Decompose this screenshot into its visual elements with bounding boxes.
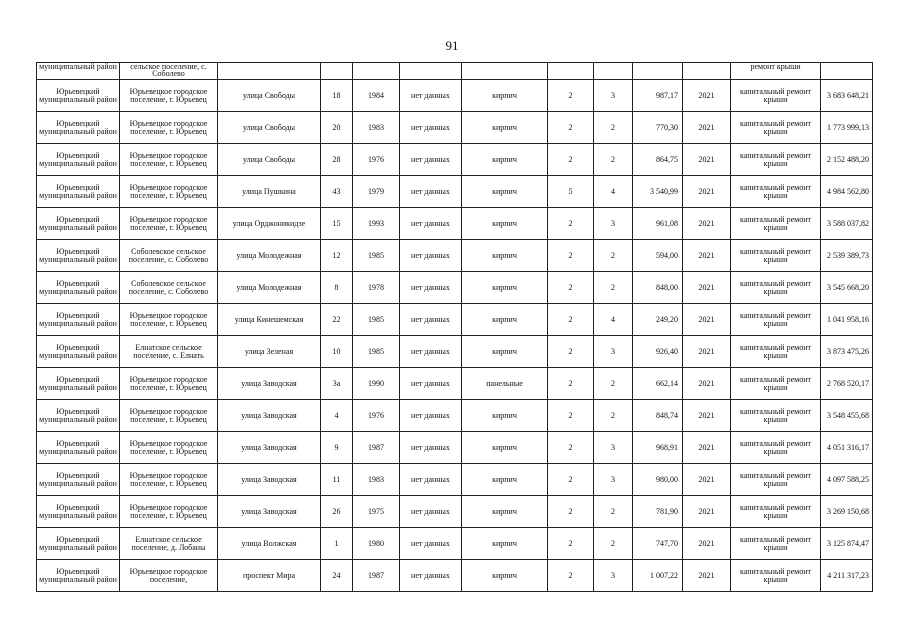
cell-entrances: 2 bbox=[594, 240, 633, 272]
table-row bbox=[37, 464, 873, 496]
cell-floors: 2 bbox=[548, 112, 594, 144]
cell-district: Юрьевецкий муниципальный район bbox=[37, 112, 120, 144]
cell-material: кирпич bbox=[462, 208, 548, 240]
cell-floors: 2 bbox=[548, 208, 594, 240]
cell-work-type: капитальный ремонт крыши bbox=[731, 464, 821, 496]
cell-street: улица Заводская bbox=[218, 464, 321, 496]
cell-floors: 2 bbox=[548, 80, 594, 112]
cell-series: нет данных bbox=[400, 464, 462, 496]
table-row bbox=[37, 144, 873, 176]
table-row bbox=[37, 240, 873, 272]
cell-area: 980,00 bbox=[633, 464, 683, 496]
cell-entrances: 2 bbox=[594, 528, 633, 560]
cell-series: нет данных bbox=[400, 304, 462, 336]
cell-floors: 2 bbox=[548, 240, 594, 272]
cell-area: 961,08 bbox=[633, 208, 683, 240]
cell-plan-year: 2021 bbox=[683, 144, 731, 176]
page-number: 91 bbox=[445, 38, 459, 53]
cell-district: Юрьевецкий муниципальный район bbox=[37, 368, 120, 400]
cell-settlement: Елнатское сельское поселение, д. Лобаны bbox=[120, 528, 218, 560]
cell-material: кирпич bbox=[462, 560, 548, 592]
cell-street: улица Орджоникидзе bbox=[218, 208, 321, 240]
cell-floors: 2 bbox=[548, 272, 594, 304]
cell-street: улица Заводская bbox=[218, 400, 321, 432]
cell-house: 9 bbox=[321, 432, 353, 464]
cell-work-type: капитальный ремонт крыши bbox=[731, 528, 821, 560]
cell-area: 848,74 bbox=[633, 400, 683, 432]
cell-plan-year: 2021 bbox=[683, 112, 731, 144]
cell-area: 662,14 bbox=[633, 368, 683, 400]
cell-entrances: 3 bbox=[594, 464, 633, 496]
cell-work-type: капитальный ремонт крыши bbox=[731, 336, 821, 368]
cell-entrances: 4 bbox=[594, 304, 633, 336]
cell-street: улица Молодежная bbox=[218, 272, 321, 304]
cell-entrances: 3 bbox=[594, 336, 633, 368]
cell-house: 15 bbox=[321, 208, 353, 240]
cell-district: Юрьевецкий муниципальный район bbox=[37, 272, 120, 304]
cell-area: 249,20 bbox=[633, 304, 683, 336]
cell-plan-year: 2021 bbox=[683, 80, 731, 112]
cell-area: 848,00 bbox=[633, 272, 683, 304]
cell-settlement: Юрьевецкое городское поселение, г. Юрьевец bbox=[120, 208, 218, 240]
cell-street: улица Зеленая bbox=[218, 336, 321, 368]
cell-house: 11 bbox=[321, 464, 353, 496]
cell-entrances: 3 bbox=[594, 80, 633, 112]
cell-settlement: Елнатское сельское поселение, с. Елнать bbox=[120, 336, 218, 368]
table-row bbox=[37, 496, 873, 528]
cell-year: 1983 bbox=[353, 112, 400, 144]
cell-entrances: 2 bbox=[594, 368, 633, 400]
table-row bbox=[37, 80, 873, 112]
cell-series: нет данных bbox=[400, 272, 462, 304]
cell-district: Юрьевецкий муниципальный район bbox=[37, 336, 120, 368]
cell-entrances: 4 bbox=[594, 176, 633, 208]
cell-floors: 5 bbox=[548, 176, 594, 208]
cell-series: нет данных bbox=[400, 176, 462, 208]
cell-plan-year: 2021 bbox=[683, 208, 731, 240]
cell-area: 747,70 bbox=[633, 528, 683, 560]
cell-plan-year: 2021 bbox=[683, 528, 731, 560]
cell-plan-year: 2021 bbox=[683, 400, 731, 432]
cell-cost: 4 984 562,80 bbox=[821, 176, 873, 208]
cell-district: Юрьевецкий муниципальный район bbox=[37, 400, 120, 432]
table-row bbox=[37, 208, 873, 240]
cell-cost: 2 539 389,73 bbox=[821, 240, 873, 272]
cell-floors: 2 bbox=[548, 336, 594, 368]
cell-work-type: капитальный ремонт крыши bbox=[731, 80, 821, 112]
cell-settlement: Юрьевецкое городское поселение, г. Юрьевец bbox=[120, 464, 218, 496]
cell-work-type: капитальный ремонт крыши bbox=[731, 208, 821, 240]
cell-street: улица Свободы bbox=[218, 144, 321, 176]
cell-district: Юрьевецкий муниципальный район bbox=[37, 496, 120, 528]
cell-settlement: Юрьевецкое городское поселение, bbox=[120, 560, 218, 592]
table-row-continued bbox=[37, 63, 873, 80]
cell-year: 1985 bbox=[353, 336, 400, 368]
cell-area: 781,90 bbox=[633, 496, 683, 528]
cell-cost: 3 588 037,82 bbox=[821, 208, 873, 240]
cell-floors: 2 bbox=[548, 464, 594, 496]
cell-settlement: Юрьевецкое городское поселение, г. Юрьевец bbox=[120, 80, 218, 112]
cell-material: кирпич bbox=[462, 496, 548, 528]
cell-house: 1 bbox=[321, 528, 353, 560]
cell-district: Юрьевецкий муниципальный район bbox=[37, 304, 120, 336]
cell-floors: 2 bbox=[548, 304, 594, 336]
table-row bbox=[37, 304, 873, 336]
cell-work-type: капитальный ремонт крыши bbox=[731, 240, 821, 272]
cell-work-type: капитальный ремонт крыши bbox=[731, 368, 821, 400]
cell-settlement: Юрьевецкое городское поселение, г. Юрьевец bbox=[120, 368, 218, 400]
cell-material: кирпич bbox=[462, 400, 548, 432]
cell-district: Юрьевецкий муниципальный район bbox=[37, 240, 120, 272]
cell-plan-year: 2021 bbox=[683, 368, 731, 400]
cell-settlement: Юрьевецкое городское поселение, г. Юрьевец bbox=[120, 176, 218, 208]
cell-area: 987,17 bbox=[633, 80, 683, 112]
cell-entrances: 3 bbox=[594, 560, 633, 592]
cell-district: Юрьевецкий муниципальный район bbox=[37, 144, 120, 176]
cell-settlement: Юрьевецкое городское поселение, г. Юрьевец bbox=[120, 112, 218, 144]
cell-plan-year: 2021 bbox=[683, 272, 731, 304]
cell-house: 20 bbox=[321, 112, 353, 144]
cell-year: 1985 bbox=[353, 304, 400, 336]
cell-district: Юрьевецкий муниципальный район bbox=[37, 560, 120, 592]
cell-street: улица Пушкина bbox=[218, 176, 321, 208]
cell-street: улица Заводская bbox=[218, 496, 321, 528]
table-row bbox=[37, 400, 873, 432]
cell-year: 1976 bbox=[353, 400, 400, 432]
cell-floors: 2 bbox=[548, 528, 594, 560]
cell-settlement: сельское поселение, с. Соболево bbox=[120, 63, 218, 80]
cell-material: кирпич bbox=[462, 176, 548, 208]
cell-district: Юрьевецкий муниципальный район bbox=[37, 80, 120, 112]
cell-floors: 2 bbox=[548, 400, 594, 432]
cell-district: Юрьевецкий муниципальный район bbox=[37, 464, 120, 496]
cell-series: нет данных bbox=[400, 208, 462, 240]
cell-series: нет данных bbox=[400, 560, 462, 592]
cell-series: нет данных bbox=[400, 144, 462, 176]
cell-plan-year: 2021 bbox=[683, 560, 731, 592]
cell-area: 1 007,22 bbox=[633, 560, 683, 592]
cell-year: 1978 bbox=[353, 272, 400, 304]
cell-house: 22 bbox=[321, 304, 353, 336]
cell-material: кирпич bbox=[462, 528, 548, 560]
cell-district: Юрьевецкий муниципальный район bbox=[37, 208, 120, 240]
cell-street: улица Волжская bbox=[218, 528, 321, 560]
cell-work-type: ремонт крыши bbox=[731, 63, 821, 80]
cell-cost: 3 683 648,21 bbox=[821, 80, 873, 112]
housing-repair-table bbox=[36, 62, 873, 592]
cell-district: муниципальный район bbox=[37, 63, 120, 80]
cell-settlement: Юрьевецкое городское поселение, г. Юрьевец bbox=[120, 496, 218, 528]
cell-work-type: капитальный ремонт крыши bbox=[731, 112, 821, 144]
cell-cost: 2 152 488,20 bbox=[821, 144, 873, 176]
cell-street: улица Заводская bbox=[218, 432, 321, 464]
cell-floors: 2 bbox=[548, 560, 594, 592]
cell-area: 770,30 bbox=[633, 112, 683, 144]
cell-area: 968,91 bbox=[633, 432, 683, 464]
cell-series: нет данных bbox=[400, 368, 462, 400]
cell-material: кирпич bbox=[462, 272, 548, 304]
cell-year: 1983 bbox=[353, 464, 400, 496]
cell-street: улица Заводская bbox=[218, 368, 321, 400]
cell-plan-year: 2021 bbox=[683, 176, 731, 208]
cell-area: 594,00 bbox=[633, 240, 683, 272]
cell-settlement: Юрьевецкое городское поселение, г. Юрьевец bbox=[120, 304, 218, 336]
cell-entrances: 2 bbox=[594, 144, 633, 176]
cell-year: 1976 bbox=[353, 144, 400, 176]
cell-series: нет данных bbox=[400, 496, 462, 528]
cell-cost: 3 269 150,68 bbox=[821, 496, 873, 528]
cell-cost: 4 051 316,17 bbox=[821, 432, 873, 464]
cell-cost: 2 768 520,17 bbox=[821, 368, 873, 400]
cell-work-type: капитальный ремонт крыши bbox=[731, 272, 821, 304]
table-row bbox=[37, 368, 873, 400]
cell-house: 4 bbox=[321, 400, 353, 432]
cell-material: кирпич bbox=[462, 304, 548, 336]
cell-entrances: 2 bbox=[594, 496, 633, 528]
cell-house: 28 bbox=[321, 144, 353, 176]
cell-work-type: капитальный ремонт крыши bbox=[731, 432, 821, 464]
table-row bbox=[37, 176, 873, 208]
cell-settlement: Соболевское сельское поселение, с. Соболево bbox=[120, 272, 218, 304]
cell-plan-year: 2021 bbox=[683, 496, 731, 528]
cell-street: улица Молодежная bbox=[218, 240, 321, 272]
cell-series: нет данных bbox=[400, 400, 462, 432]
cell-cost: 3 873 475,26 bbox=[821, 336, 873, 368]
cell-cost: 3 548 455,68 bbox=[821, 400, 873, 432]
cell-material: кирпич bbox=[462, 240, 548, 272]
cell-house: 43 bbox=[321, 176, 353, 208]
cell-material: панельные bbox=[462, 368, 548, 400]
cell-year: 1985 bbox=[353, 240, 400, 272]
cell-series: нет данных bbox=[400, 112, 462, 144]
cell-plan-year: 2021 bbox=[683, 432, 731, 464]
cell-floors: 2 bbox=[548, 432, 594, 464]
cell-floors: 2 bbox=[548, 496, 594, 528]
cell-work-type: капитальный ремонт крыши bbox=[731, 304, 821, 336]
cell-year: 1984 bbox=[353, 80, 400, 112]
cell-material: кирпич bbox=[462, 432, 548, 464]
cell-cost: 4 211 317,23 bbox=[821, 560, 873, 592]
cell-plan-year: 2021 bbox=[683, 336, 731, 368]
cell-house: 24 bbox=[321, 560, 353, 592]
cell-work-type: капитальный ремонт крыши bbox=[731, 496, 821, 528]
cell-series: нет данных bbox=[400, 80, 462, 112]
cell-cost: 4 097 588,25 bbox=[821, 464, 873, 496]
cell-series: нет данных bbox=[400, 528, 462, 560]
table-row bbox=[37, 336, 873, 368]
cell-area: 3 540,99 bbox=[633, 176, 683, 208]
cell-year: 1975 bbox=[353, 496, 400, 528]
cell-entrances: 2 bbox=[594, 112, 633, 144]
cell-material: кирпич bbox=[462, 336, 548, 368]
cell-material: кирпич bbox=[462, 80, 548, 112]
cell-plan-year: 2021 bbox=[683, 304, 731, 336]
cell-district: Юрьевецкий муниципальный район bbox=[37, 176, 120, 208]
cell-cost: 3 545 668,20 bbox=[821, 272, 873, 304]
cell-plan-year: 2021 bbox=[683, 240, 731, 272]
cell-year: 1980 bbox=[353, 528, 400, 560]
cell-work-type: капитальный ремонт крыши bbox=[731, 560, 821, 592]
cell-cost: 3 125 874,47 bbox=[821, 528, 873, 560]
cell-settlement: Юрьевецкое городское поселение, г. Юрьевец bbox=[120, 432, 218, 464]
cell-year: 1993 bbox=[353, 208, 400, 240]
cell-house: 26 bbox=[321, 496, 353, 528]
table-row bbox=[37, 528, 873, 560]
cell-area: 864,75 bbox=[633, 144, 683, 176]
cell-material: кирпич bbox=[462, 112, 548, 144]
table-row bbox=[37, 112, 873, 144]
cell-district: Юрьевецкий муниципальный район bbox=[37, 432, 120, 464]
cell-settlement: Юрьевецкое городское поселение, г. Юрьевец bbox=[120, 400, 218, 432]
cell-street: улица Свободы bbox=[218, 112, 321, 144]
cell-cost: 1 041 958,16 bbox=[821, 304, 873, 336]
cell-series: нет данных bbox=[400, 432, 462, 464]
cell-series: нет данных bbox=[400, 240, 462, 272]
cell-entrances: 2 bbox=[594, 400, 633, 432]
cell-plan-year: 2021 bbox=[683, 464, 731, 496]
cell-year: 1987 bbox=[353, 560, 400, 592]
cell-floors: 2 bbox=[548, 368, 594, 400]
cell-year: 1979 bbox=[353, 176, 400, 208]
cell-entrances: 3 bbox=[594, 432, 633, 464]
cell-street: улица Свободы bbox=[218, 80, 321, 112]
cell-house: 10 bbox=[321, 336, 353, 368]
cell-entrances: 2 bbox=[594, 272, 633, 304]
table-row bbox=[37, 432, 873, 464]
cell-work-type: капитальный ремонт крыши bbox=[731, 176, 821, 208]
cell-floors: 2 bbox=[548, 144, 594, 176]
table-row bbox=[37, 272, 873, 304]
cell-settlement: Соболевское сельское поселение, с. Соболево bbox=[120, 240, 218, 272]
cell-house: 8 bbox=[321, 272, 353, 304]
cell-settlement: Юрьевецкое городское поселение, г. Юрьевец bbox=[120, 144, 218, 176]
cell-series: нет данных bbox=[400, 336, 462, 368]
cell-year: 1990 bbox=[353, 368, 400, 400]
cell-house: 3а bbox=[321, 368, 353, 400]
cell-street: улица Кинешемская bbox=[218, 304, 321, 336]
cell-district: Юрьевецкий муниципальный район bbox=[37, 528, 120, 560]
cell-street: проспект Мира bbox=[218, 560, 321, 592]
cell-work-type: капитальный ремонт крыши bbox=[731, 144, 821, 176]
cell-area: 926,40 bbox=[633, 336, 683, 368]
table-row bbox=[37, 560, 873, 592]
cell-cost: 1 773 999,13 bbox=[821, 112, 873, 144]
cell-house: 18 bbox=[321, 80, 353, 112]
cell-entrances: 3 bbox=[594, 208, 633, 240]
cell-year: 1987 bbox=[353, 432, 400, 464]
cell-material: кирпич bbox=[462, 144, 548, 176]
cell-work-type: капитальный ремонт крыши bbox=[731, 400, 821, 432]
cell-house: 12 bbox=[321, 240, 353, 272]
cell-material: кирпич bbox=[462, 464, 548, 496]
